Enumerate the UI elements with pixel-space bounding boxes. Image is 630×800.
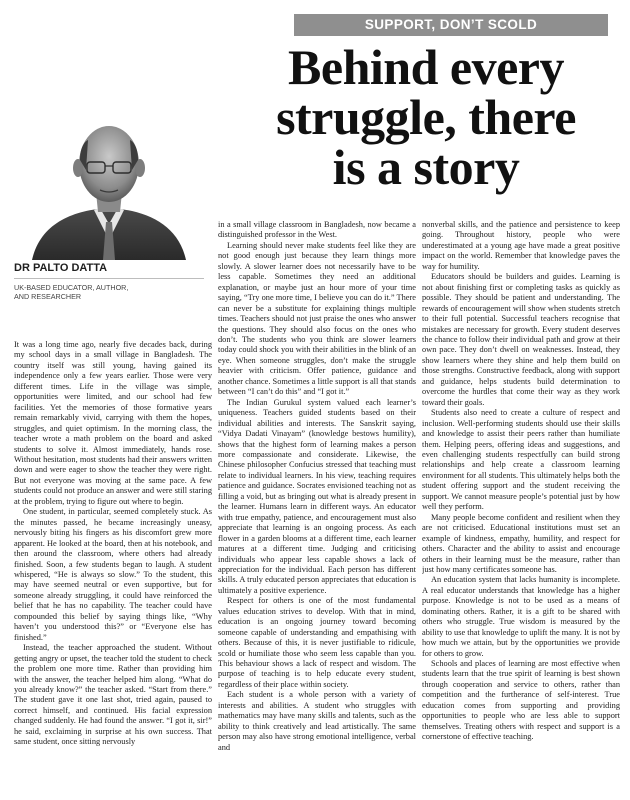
author-bio-line-1: UK-BASED EDUCATOR, AUTHOR, <box>14 283 129 292</box>
paragraph: Respect for others is one of the most fundamental values education strives to develop. With that in mind, education is an ongoing journey toward becoming someone capable of understanding and empathising with others. Because of this, it is never justifiable to ridicule, scold or humiliate those who seem less capable than you. This behaviour shows a lack of respect and wisdom. The purpose of teaching is to help educate every student, regardless of their place within society. <box>218 596 416 689</box>
article-column-1 <box>14 340 212 796</box>
paragraph: in a small village classroom in Bangladesh, now became a distinguished professor in the West. <box>218 220 416 240</box>
paragraph: Each student is a whole person with a variety of interests and abilities. A student who struggles with mathematics may have many skills and talents, such as the ability to think creatively and lead artistically. The same person may also have strong emotional intelligence, verbal and <box>218 690 416 752</box>
paragraph: Instead, the teacher approached the student. Without getting angry or upset, the teacher told the student to check the problem one more time. Rather than providing him with the answer, the teacher helped him along. “What do you already know?” the teacher asked. “Start from there.” The student gave it one last shot, tried again, paused to correct himself, and continued. His facial expression changed suddenly. He had found the answer. “I got it, sir!” he said, exclaiming in surprise at his own success. That same student, once sitting nervously <box>14 643 212 747</box>
headline-line-3: is a story <box>332 139 520 195</box>
article-column-3 <box>422 220 620 796</box>
author-photo-illustration <box>14 112 204 260</box>
paragraph: An education system that lacks humanity is incomplete. A real educator understands that knowledge has a higher purpose. Knowledge is not to be used as a means of dominating others. Rather, it is a gift to be shared with others who struggle. True wisdom is measured by the ability to use that knowledge to uplift the many. It is not by how much we attain, but by the opportunities we provide for others to grow. <box>422 575 620 658</box>
paragraph: Schools and places of learning are most effective when students learn that the true spirit of learning is best shown through cooperation and service to others, rather than competition and the furtherance of self-interest. True education comes from supporting and providing opportunities to people who are less able to support themselves. Treating others with respect and support is a cornerstone of effective teaching. <box>422 659 620 742</box>
byline-divider <box>14 278 204 279</box>
headline <box>240 39 612 195</box>
headline-line-2: struggle, there <box>276 89 576 145</box>
paragraph: nonverbal skills, and the patience and persistence to keep going. Throughout history, people who were underestimated at a young age have made a great positive impact on the world. Remember that knowledge paves the way for humility. <box>422 220 620 271</box>
paragraph: Educators should be builders and guides. Learning is not about finishing first or completing tasks as quickly as possible. They should be patient and understanding. The rewards of encouragement will show when students stretch to their full potential. Successful teachers recognise that mistakes are necessary for growth. Every student deserves the chance to follow their individual path and grow at their own pace. They don’t dwell on weaknesses. Instead, they show learners where they shine and help them build on those strengths. Constructive feedback, along with support and guidance, helps students build determination to overcome the hurdles that come their way as they work toward their goals. <box>422 272 620 407</box>
paragraph: One student, in particular, seemed completely stuck. As the minutes passed, he became increasingly uneasy, nervously biting his fingers as his discomfort grew more apparent. He looked at the board, then at his notebook, and then around the classroom, where others had already finished. Soon, a few students began to laugh. A student whispered, “He is always so slow.” To the student, this may have seemed neutral or even supportive, but for someone already struggling, it could have reinforced the belief that he has no capability. The teacher could have compounded this belief by saying things like, “Why haven’t you understood this?” or “Everyone else has finished.” <box>14 507 212 642</box>
author-bio-line-2: AND RESEARCHER <box>14 292 82 301</box>
article-column-2 <box>218 220 416 796</box>
paragraph: The Indian Gurukul system valued each learner’s uniqueness. Teachers guided students based on their individual abilities and interests. The Sanskrit saying, “Vidya Dadati Vinayam” (knowledge bestows humility), shows that the highest form of learning makes a person more compassionate and considerate. Likewise, the Chinese philosopher Confucius stressed that teaching must relate to individual learners. In his view, teaching requires patience and guidance. Socrates envisioned teaching not as filling a void, but as bringing out what is already present in the learner. Humans learn in different ways. An educator with true empathy, patience, and encouragement must also appreciate that learning is an ongoing process. As each flower in a garden blooms at a different time, each learner matures at a different time. Judging and criticising individuals who appear less capable shows a lack of appreciation for the individual. Each person has different skills. A truly educated person appreciates that education is ultimately a positive experience. <box>218 397 416 595</box>
paragraph: It was a long time ago, nearly five decades back, during my school days in a small village in Bangladesh. The country itself was still young, having gained its independence only a few years earlier. Those were very different times. Life in the village was simple, opportunities were limited, and our school had few facilities. Yet the memories of those formative years remain remarkably vivid, carrying with them the hopes, struggles, and quiet optimism. In the morning class, the teacher wrote a math problem on the board and asked students to solve it. Almost immediately, hands rose. Without hesitation, most students had their answers written down and were eager to show the teacher they were right. But not everyone was moving at the same pace. A few students could not produce an answer and were still staring at the problem, trying to figure out where to begin. <box>14 340 212 506</box>
author-bio <box>14 283 204 301</box>
paragraph: Students also need to create a culture of respect and inclusion. Well-performing students should use their skills and knowledge to assist their peers rather than humiliate them. Helping peers, offering ideas and suggestions, and even challenging students respectfully can build strong relationships and help create a classroom learning environment for all students. This ultimately helps both the student offering support and the student receiving the support. We cannot measure people’s potential just by how well they perform. <box>422 408 620 512</box>
author-portrait <box>14 112 204 260</box>
headline-line-1: Behind every <box>288 39 564 95</box>
author-name: DR PALTO DATTA <box>14 262 108 274</box>
paragraph: Many people become confident and resilient when they are not criticised. Educational institutions must set an example of kindness, empathy, humility, and respect for others. Character and the ability to assist and encourage others in their learning must be the measure, rather than just how many certificates someone has. <box>422 512 620 574</box>
section-kicker: SUPPORT, DON’T SCOLD <box>294 14 608 36</box>
paragraph: Learning should never make students feel like they are not good enough just because they learn things more slowly. A slower learner does not necessarily have to be less capable. Sometimes they need an additional explanation, or maybe just an hour more of your time saying, “Try one more time, I believe you can do it.” There can never be a substitute for explaining things multiple times. Teachers should not just praise the ones who answer the questions. They should also focus on the ones who don’t. The students who you think are slower learners today could shock you with their abilities in the blink of an eye. When someone struggles, don’t make the struggle heavier with criticism. Offer patience, guidance and another chance. Sometimes a little support is all that stands between “I can’t do this” and “I got it.” <box>218 240 416 397</box>
